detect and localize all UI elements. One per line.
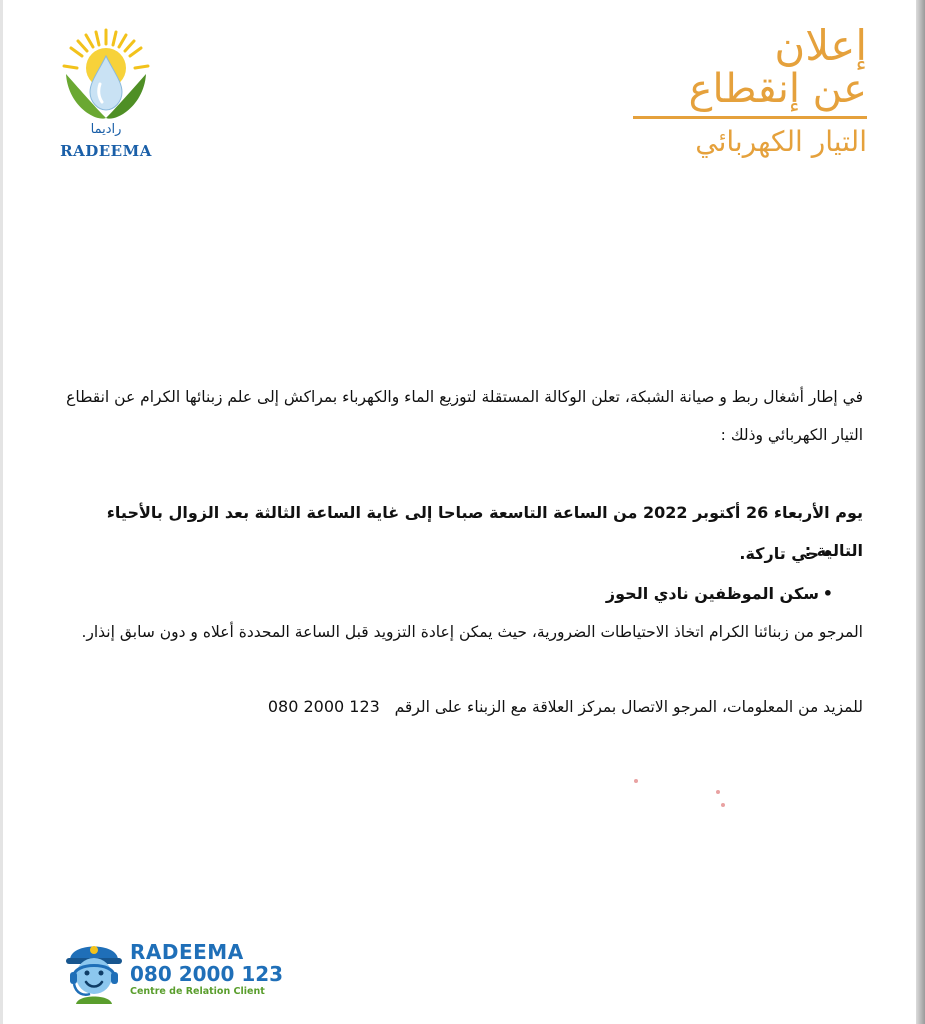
- speck-mark: [721, 803, 725, 807]
- contact-number: 080 2000 123: [267, 697, 380, 716]
- intro-paragraph: في إطار أشغال ربط و صيانة الشبكة، تعلن الوكالة المستقلة لتوزيع الماء والكهرباء بمراكش إلى علم زبنائها الكرام عن انقطاع التيار الكهربائي وذلك :: [66, 388, 863, 444]
- list-item: • حي تاركة.: [63, 534, 863, 574]
- call-center-phone: 080 2000 123: [130, 962, 284, 986]
- speck-mark: [634, 779, 638, 783]
- heading-line-3: التيار الكهربائي: [695, 125, 867, 158]
- logo-arabic-name: راديما: [90, 122, 122, 137]
- page-edge-right: [916, 0, 925, 1024]
- radeema-logo: [56, 26, 156, 162]
- schedule-paragraph: يوم الأربعاء 26 أكتوبر 2022 من الساعة التاسعة صباحا إلى غاية الساعة الثالثة بعد الزوال بالأحياء التالية :: [106, 503, 863, 560]
- mascot-agent-icon: [62, 932, 126, 1004]
- heading-divider: [633, 116, 867, 119]
- contact-text: للمزيد من المعلومات، المرجو الاتصال بمركز العلاقة مع الزبناء على الرقم: [394, 698, 863, 716]
- contact-paragraph: [63, 688, 863, 726]
- call-center-brand: RADEEMA: [130, 940, 244, 964]
- page-edge-left: [0, 0, 3, 1024]
- heading-line-1: إعلان: [774, 21, 867, 70]
- precautions-paragraph: المرجو من زبنائنا الكرام اتخاذ الاحتياطات الضرورية، حيث يمكن إعادة التزويد قبل الساعة المحددة أعلاه و دون سابق إنذار.: [81, 623, 863, 641]
- list-item: • سكن الموظفين نادي الحوز: [63, 574, 863, 614]
- speck-mark: [716, 790, 720, 794]
- sun-drop-logo-icon: [56, 26, 156, 122]
- announcement-heading: [627, 21, 867, 159]
- affected-areas-list: [63, 534, 863, 614]
- logo-latin-name: RADEEMA: [60, 142, 152, 160]
- call-center-logo: [62, 930, 284, 1010]
- heading-line-2: عن إنقطاع: [688, 66, 867, 112]
- call-center-tagline: Centre de Relation Client: [130, 986, 265, 997]
